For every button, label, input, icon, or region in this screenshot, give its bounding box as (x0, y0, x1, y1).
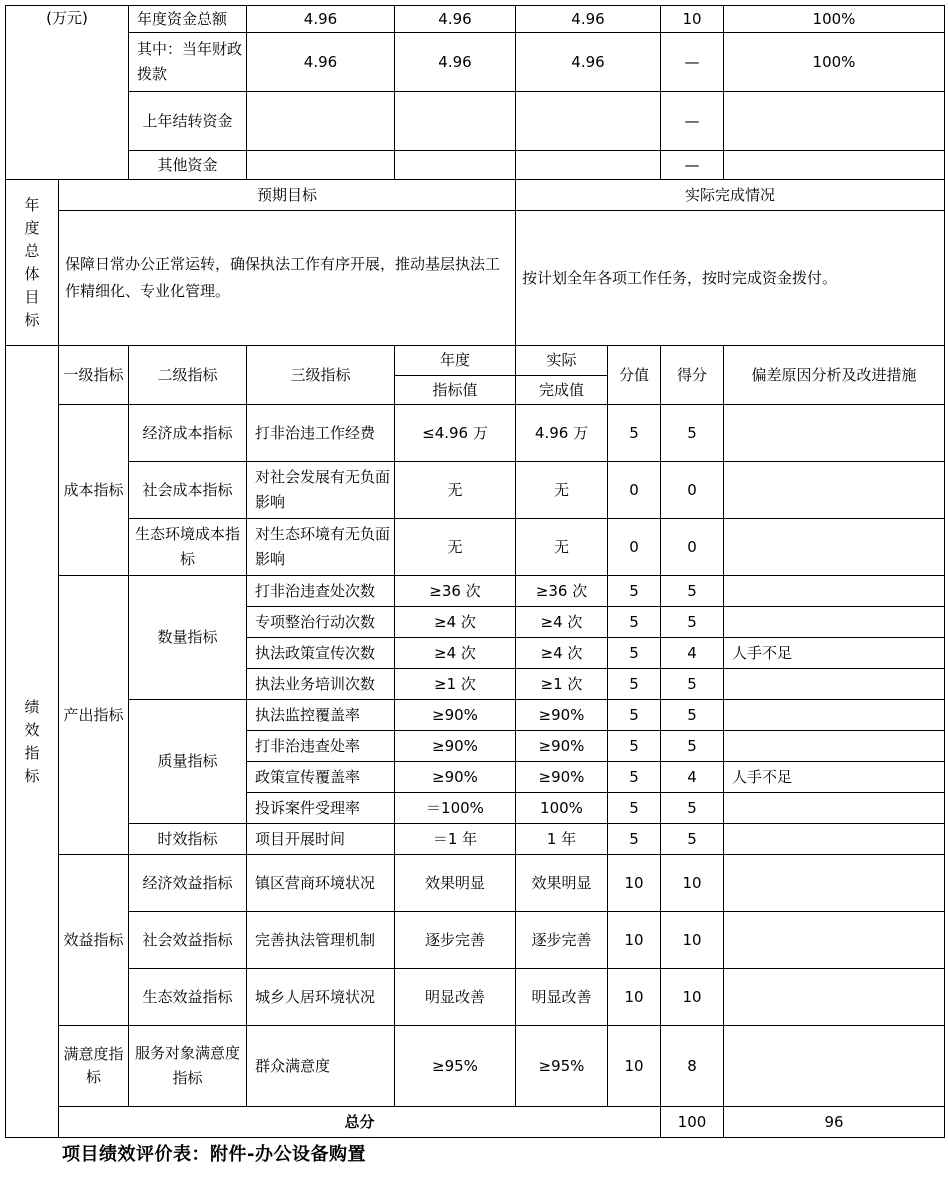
funds-row-label: 其中：当年财政拨款 (129, 33, 247, 92)
actual-cell: ≥95% (516, 1026, 608, 1107)
funds-cell: 100% (724, 6, 945, 33)
target-cell: 无 (395, 462, 516, 519)
level2-cell: 生态环境成本指标 (129, 519, 247, 576)
note-cell (724, 1026, 945, 1107)
funds-cell: — (661, 33, 724, 92)
funds-cell (247, 151, 395, 180)
value-cell: 10 (608, 912, 661, 969)
performance-evaluation-table (5, 5, 945, 1138)
value-cell: 5 (608, 731, 661, 762)
value-cell: 5 (608, 700, 661, 731)
note-cell (724, 576, 945, 607)
funds-cell: 4.96 (395, 33, 516, 92)
level2-cell: 经济效益指标 (129, 855, 247, 912)
value-cell: 5 (608, 669, 661, 700)
table-row (6, 824, 945, 855)
funds-cell (724, 151, 945, 180)
note-cell (724, 731, 945, 762)
actual-cell: ≥1 次 (516, 669, 608, 700)
target-cell: ≥36 次 (395, 576, 516, 607)
annual-goal-side-label: 年度总体目标 (6, 180, 59, 346)
actual-result-text: 按计划全年各项工作任务，按时完成资金拨付。 (516, 211, 945, 346)
got-cell: 5 (661, 824, 724, 855)
performance-side-label: 绩效指标 (6, 346, 59, 1138)
actual-cell: ≥4 次 (516, 638, 608, 669)
total-value: 100 (661, 1107, 724, 1138)
actual-cell: ≥90% (516, 762, 608, 793)
level3-cell: 项目开展时间 (247, 824, 395, 855)
got-cell: 4 (661, 762, 724, 793)
header-level3: 三级指标 (247, 346, 395, 405)
funds-cell: — (661, 151, 724, 180)
note-cell (724, 669, 945, 700)
value-cell: 10 (608, 1026, 661, 1107)
note-cell (724, 969, 945, 1026)
target-cell: ≥90% (395, 700, 516, 731)
expected-goal-text: 保障日常办公正常运转，确保执法工作有序开展，推动基层执法工作精细化、专业化管理。 (59, 211, 516, 346)
target-cell: ≤4.96 万 (395, 405, 516, 462)
annual-goal-header-row (6, 180, 945, 211)
got-cell: 10 (661, 855, 724, 912)
actual-cell: 无 (516, 462, 608, 519)
level2-cell: 生态效益指标 (129, 969, 247, 1026)
value-cell: 5 (608, 607, 661, 638)
level3-cell: 群众满意度 (247, 1026, 395, 1107)
target-cell: ≥90% (395, 762, 516, 793)
table-row (6, 405, 945, 462)
target-cell: ≥4 次 (395, 638, 516, 669)
level2-cell: 经济成本指标 (129, 405, 247, 462)
target-cell: ≥4 次 (395, 607, 516, 638)
actual-cell: 效果明显 (516, 855, 608, 912)
value-cell: 5 (608, 824, 661, 855)
target-cell: ≥90% (395, 731, 516, 762)
level3-cell: 执法业务培训次数 (247, 669, 395, 700)
actual-cell: 4.96 万 (516, 405, 608, 462)
funds-row-label: 其他资金 (129, 151, 247, 180)
table-row (6, 969, 945, 1026)
got-cell: 5 (661, 607, 724, 638)
group-cost: 成本指标 (59, 405, 129, 576)
note-cell (724, 519, 945, 576)
header-target-top: 年度 (395, 346, 516, 376)
group-output: 产出指标 (59, 576, 129, 855)
funds-cell: 4.96 (395, 6, 516, 33)
funds-row-carryover (6, 92, 945, 151)
level3-cell: 专项整治行动次数 (247, 607, 395, 638)
target-cell: ≥95% (395, 1026, 516, 1107)
group-satisfaction: 满意度指标 (59, 1026, 129, 1107)
note-cell (724, 793, 945, 824)
funds-cell (247, 92, 395, 151)
group-benefit: 效益指标 (59, 855, 129, 1026)
note-cell (724, 912, 945, 969)
funds-row-other (6, 151, 945, 180)
table-row (6, 912, 945, 969)
note-cell: 人手不足 (724, 638, 945, 669)
table-row (6, 1026, 945, 1107)
total-label: 总分 (59, 1107, 661, 1138)
level3-cell: 投诉案件受理率 (247, 793, 395, 824)
funds-row-label: 年度资金总额 (129, 6, 247, 33)
subgroup-quality: 质量指标 (129, 700, 247, 824)
value-cell: 5 (608, 638, 661, 669)
header-actual-top: 实际 (516, 346, 608, 376)
got-cell: 4 (661, 638, 724, 669)
header-score-got: 得分 (661, 346, 724, 405)
funds-row-label: 上年结转资金 (129, 92, 247, 151)
funds-cell: 10 (661, 6, 724, 33)
note-cell: 人手不足 (724, 762, 945, 793)
value-cell: 5 (608, 793, 661, 824)
level3-cell: 执法监控覆盖率 (247, 700, 395, 731)
target-cell: 效果明显 (395, 855, 516, 912)
level3-cell: 对社会发展有无负面影响 (247, 462, 395, 519)
value-cell: 5 (608, 405, 661, 462)
total-got: 96 (724, 1107, 945, 1138)
target-cell: 明显改善 (395, 969, 516, 1026)
funds-cell (516, 151, 661, 180)
level2-cell: 服务对象满意度指标 (129, 1026, 247, 1107)
level3-cell: 镇区营商环境状况 (247, 855, 395, 912)
total-row (6, 1107, 945, 1138)
note-cell (724, 607, 945, 638)
actual-result-header: 实际完成情况 (516, 180, 945, 211)
actual-cell: 1 年 (516, 824, 608, 855)
value-cell: 10 (608, 855, 661, 912)
value-cell: 0 (608, 519, 661, 576)
funds-cell: 4.96 (516, 6, 661, 33)
got-cell: 0 (661, 462, 724, 519)
funds-cell (724, 92, 945, 151)
note-cell (724, 855, 945, 912)
got-cell: 5 (661, 405, 724, 462)
funds-row-fiscal (6, 33, 945, 92)
funds-cell: 100% (724, 33, 945, 92)
performance-header-row-1 (6, 346, 945, 376)
got-cell: 0 (661, 519, 724, 576)
level3-cell: 打非治违查处次数 (247, 576, 395, 607)
subgroup-quantity: 数量指标 (129, 576, 247, 700)
target-cell: ≥1 次 (395, 669, 516, 700)
funds-cell: 4.96 (247, 33, 395, 92)
header-level2: 二级指标 (129, 346, 247, 405)
value-cell: 5 (608, 762, 661, 793)
header-level1: 一级指标 (59, 346, 129, 405)
annual-goal-content-row (6, 211, 945, 346)
actual-cell: 无 (516, 519, 608, 576)
got-cell: 5 (661, 731, 724, 762)
actual-cell: ≥90% (516, 731, 608, 762)
level3-cell: 政策宣传覆盖率 (247, 762, 395, 793)
header-target-bottom: 指标值 (395, 376, 516, 405)
funds-cell (395, 151, 516, 180)
level2-cell: 社会成本指标 (129, 462, 247, 519)
got-cell: 5 (661, 576, 724, 607)
table-row (6, 462, 945, 519)
note-cell (724, 700, 945, 731)
target-cell: 无 (395, 519, 516, 576)
note-cell (724, 462, 945, 519)
level3-cell: 打非治违工作经费 (247, 405, 395, 462)
got-cell: 8 (661, 1026, 724, 1107)
got-cell: 10 (661, 969, 724, 1026)
funds-cell (516, 92, 661, 151)
actual-cell: 100% (516, 793, 608, 824)
note-cell (724, 824, 945, 855)
table-row (6, 700, 945, 731)
value-cell: 5 (608, 576, 661, 607)
funds-cell: 4.96 (516, 33, 661, 92)
target-cell: ＝100% (395, 793, 516, 824)
funds-cell: — (661, 92, 724, 151)
table-row (6, 519, 945, 576)
level3-cell: 执法政策宣传次数 (247, 638, 395, 669)
funds-cell: 4.96 (247, 6, 395, 33)
actual-cell: ≥36 次 (516, 576, 608, 607)
level3-cell: 对生态环境有无负面影响 (247, 519, 395, 576)
header-score-value: 分值 (608, 346, 661, 405)
level2-cell: 时效指标 (129, 824, 247, 855)
value-cell: 0 (608, 462, 661, 519)
level3-cell: 完善执法管理机制 (247, 912, 395, 969)
got-cell: 5 (661, 793, 724, 824)
level3-cell: 打非治违查处率 (247, 731, 395, 762)
table-row (6, 855, 945, 912)
funds-unit-label: (万元) (6, 6, 129, 180)
level3-cell: 城乡人居环境状况 (247, 969, 395, 1026)
header-analysis: 偏差原因分析及改进措施 (724, 346, 945, 405)
value-cell: 10 (608, 969, 661, 1026)
target-cell: ＝1 年 (395, 824, 516, 855)
actual-cell: 明显改善 (516, 969, 608, 1026)
funds-cell (395, 92, 516, 151)
got-cell: 5 (661, 669, 724, 700)
target-cell: 逐步完善 (395, 912, 516, 969)
header-actual-bottom: 完成值 (516, 376, 608, 405)
footer-title: 项目绩效评价表：附件-办公设备购置 (62, 1144, 366, 1165)
actual-cell: ≥4 次 (516, 607, 608, 638)
funds-row-total (6, 6, 945, 33)
note-cell (724, 405, 945, 462)
table-row (6, 576, 945, 607)
expected-goal-header: 预期目标 (59, 180, 516, 211)
got-cell: 10 (661, 912, 724, 969)
actual-cell: 逐步完善 (516, 912, 608, 969)
got-cell: 5 (661, 700, 724, 731)
actual-cell: ≥90% (516, 700, 608, 731)
level2-cell: 社会效益指标 (129, 912, 247, 969)
